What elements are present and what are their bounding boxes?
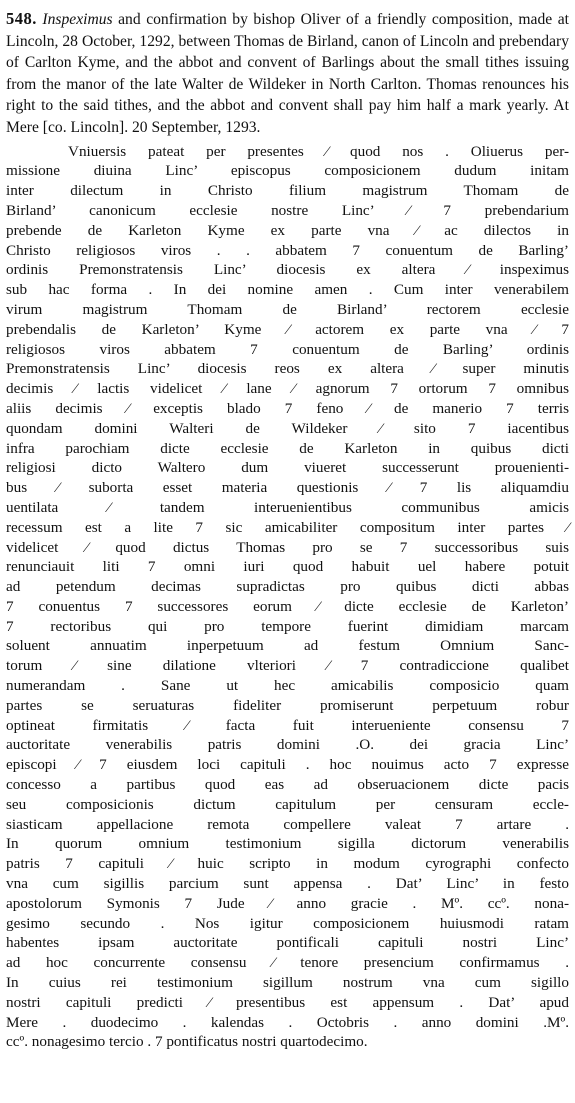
- entry-heading: [6, 8, 569, 139]
- charter-line: In cuius rei testimonium sigillum nostrum vna cum sigillo: [6, 974, 569, 992]
- charter-line: In quorum omnium testimonium sigilla dictorum venerabilis: [6, 835, 569, 853]
- charter-line: seu composicionis dictum capitulum per censuram eccle-: [6, 795, 569, 813]
- charter-line: siasticam appellacione remota compellere valeat 7 artare .: [6, 815, 569, 833]
- charter-line: gesimo secundo . Nos igitur composicionem huiusmodi ratam: [6, 914, 569, 932]
- charter-line: decimis ⁄ lactis videlicet ⁄ lane ⁄ agnorum 7 ortorum 7 omnibus: [6, 380, 569, 398]
- charter-line: habentes ipsam auctoritate pontificali capituli nostri Linc’: [6, 934, 569, 952]
- charter-line: Birland’ canonicum ecclesie nostre Linc’ ⁄ 7 prebendarium: [6, 201, 569, 219]
- charter-line: religiosi dicto Waltero dum viueret successerunt prouenienti-: [6, 459, 569, 477]
- charter-line: 7 conuentus 7 successores eorum ⁄ dicte ecclesie de Karleton’: [6, 597, 569, 615]
- entry-title: Inspeximus: [42, 11, 113, 28]
- charter-line: apostolorum Symonis 7 Jude ⁄ anno gracie . Mº. ccº. nona-: [6, 894, 569, 912]
- charter-line: soluent annuatim inperpetuum ad festum Omnium Sanc-: [6, 637, 569, 655]
- charter-line: prebende de Karleton Kyme ex parte vna ⁄ ac dilectos in: [6, 221, 569, 239]
- charter-line: religiosos viros abbatem 7 conuentum de Barling’ ordinis: [6, 340, 569, 358]
- charter-line: virum magistrum Thomam de Birland’ rectorem ecclesie: [6, 300, 569, 318]
- charter-line: nostri capituli predicti ⁄ presentibus est appensum . Dat’ apud: [6, 993, 569, 1011]
- charter-line: missione diuina Linc’ episcopus composicionem dudum initam: [6, 162, 569, 180]
- charter-line: torum ⁄ sine dilatione vlteriori ⁄ 7 contradiccione qualibet: [6, 657, 569, 675]
- charter-line: ordinis Premonstratensis Linc’ diocesis ex altera ⁄ inspeximus: [6, 261, 569, 279]
- charter-line: Vniuersis pateat per presentes ⁄ quod nos . Oliuerus per-: [68, 142, 569, 160]
- charter-line: bus ⁄ suborta esset materia questionis ⁄ 7 lis aliquamdiu: [6, 479, 569, 497]
- charter-line: recessum est a lite 7 sic amicabiliter compositum inter partes ⁄: [6, 518, 569, 536]
- charter-line: numerandam . Sane ut hec amicabilis composicio quam: [6, 677, 569, 695]
- charter-line: auctoritate venerabilis patris domini .O. dei gracia Linc’: [6, 736, 569, 754]
- charter-line: prebendalis de Karleton’ Kyme ⁄ actorem ex parte vna ⁄ 7: [6, 320, 569, 338]
- charter-line: sub hac forma . In dei nomine amen . Cum inter venerabilem: [6, 281, 569, 299]
- charter-line: concesso a partibus quod eas ad obseruacionem dicte pacis: [6, 776, 569, 794]
- charter-line: Christo religiosos viros . . abbatem 7 conuentum de Barling’: [6, 241, 569, 259]
- charter-line: Mere . duodecimo . kalendas . Octobris . anno domini .Mº.: [6, 1013, 569, 1031]
- charter-line: Premonstratensis Linc’ diocesis reos ex altera ⁄ super minutis: [6, 360, 569, 378]
- charter-line: ad hoc concurrente consensu ⁄ tenore presencium confirmamus .: [6, 954, 569, 972]
- charter-line: aliis decimis ⁄ exceptis blado 7 feno ⁄ de manerio 7 terris: [6, 399, 569, 417]
- charter-line: quondam domini Walteri de Wildeker ⁄ sito 7 iacentibus: [6, 419, 569, 437]
- charter-line: ad petendum decimas supradictas pro quibus dicti abbas: [6, 578, 569, 596]
- charter-text: [6, 142, 569, 1053]
- entry-number: 548.: [6, 9, 37, 28]
- charter-line: vna cum sigillis parcium sunt appensa . Dat’ Linc’ in festo: [6, 875, 569, 893]
- charter-line: 7 rectoribus qui pro tempore fuerint dimidiam marcam: [6, 617, 569, 635]
- charter-line: infra parochiam dicte ecclesie de Karleton in quibus dicti: [6, 439, 569, 457]
- charter-line: ccº. nonagesimo tercio . 7 pontificatus nostri quartodecimo.: [6, 1033, 368, 1051]
- charter-line: uentilata ⁄ tandem interuenientibus communibus amicis: [6, 498, 569, 516]
- charter-line: videlicet ⁄ quod dictus Thomas pro se 7 successoribus suis: [6, 538, 569, 556]
- charter-line: patris 7 capituli ⁄ huic scripto in modum cyrographi confecto: [6, 855, 569, 873]
- charter-line: optineat firmitatis ⁄ facta fuit interueniente consensu 7: [6, 716, 569, 734]
- charter-line: episcopi ⁄ 7 eiusdem loci capituli . hoc nouimus acto 7 expresse: [6, 756, 569, 774]
- entry-summary: and confirmation by bishop Oliver of a friendly composition, made at Lincoln, 28 October, 1292, between Thomas de Birland, canon of Lincoln and prebendary of Carlton Kyme, and the abbot and convent of Barlings about the small tithes issuing from the manor of the late Walter de Wildeker in North Carlton. Thomas renounces his right to the said tithes, and the abbot and convent shall pay him half a mark yearly. At Mere [co. Lincoln]. 20 September, 1293.: [6, 11, 569, 136]
- charter-line: partes se seruaturas fideliter promiserunt perpetuum robur: [6, 696, 569, 714]
- charter-line: inter dilectum in Christo filium magistrum Thomam de: [6, 182, 569, 200]
- charter-line: renunciauit liti 7 omni iuri quod habuit uel habere potuit: [6, 558, 569, 576]
